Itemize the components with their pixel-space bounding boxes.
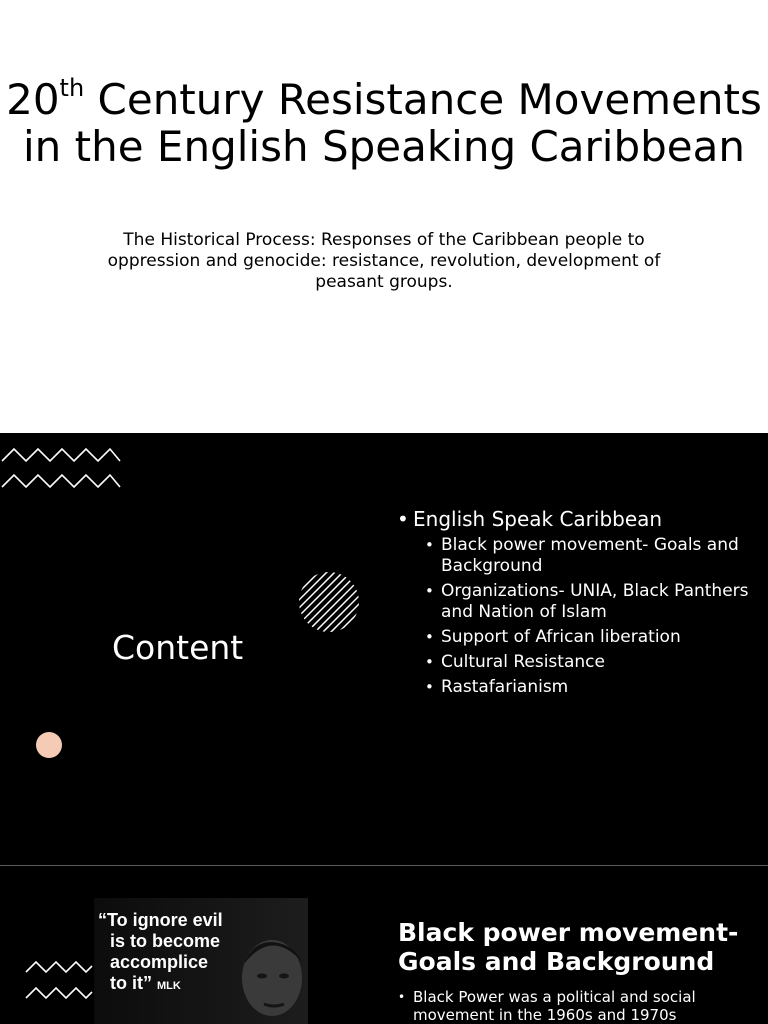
content-bullet-list xyxy=(397,507,757,702)
list-item-label: Organizations- UNIA, Black Panthers and Nation of Islam xyxy=(441,581,749,622)
bullet-main xyxy=(397,507,757,531)
bullet-icon: • xyxy=(425,536,434,554)
quote-image xyxy=(94,898,308,1024)
bullet-main-label: English Speak Caribbean xyxy=(413,507,663,531)
quote-text xyxy=(98,910,248,997)
list-item xyxy=(425,581,757,623)
list-item xyxy=(425,627,757,648)
bullet-icon: • xyxy=(425,653,434,671)
list-item-label: Black power movement- Goals and Background xyxy=(441,535,739,576)
list-item-label: Rastafarianism xyxy=(441,677,569,697)
title-superscript: th xyxy=(59,74,85,102)
sub-bullet-list xyxy=(425,535,757,698)
bullet-icon: • xyxy=(425,678,434,696)
quote-line: to it” xyxy=(110,973,152,993)
slide3-bullet xyxy=(398,988,738,1024)
quote-attribution: MLK xyxy=(157,980,181,992)
content-heading: Content xyxy=(112,628,244,667)
list-item-label: Cultural Resistance xyxy=(441,652,605,672)
slide3-title: Black power movement- Goals and Background xyxy=(398,918,739,976)
title-slide xyxy=(0,0,768,433)
black-power-slide xyxy=(0,866,768,1024)
bullet-icon: • xyxy=(397,507,409,531)
hatched-circle-icon xyxy=(298,571,360,633)
title-prefix: 20 xyxy=(6,75,60,124)
zigzag-decoration-icon xyxy=(24,958,94,1004)
slide-title xyxy=(0,76,768,170)
list-item xyxy=(425,652,757,673)
zigzag-decoration-icon xyxy=(0,445,122,491)
quote-line: is to become xyxy=(110,931,221,951)
list-item xyxy=(425,677,757,698)
quote-line: “To ignore evil xyxy=(98,910,223,930)
bullet-icon: • xyxy=(398,990,406,1004)
content-slide xyxy=(0,433,768,865)
slide-subtitle: The Historical Process: Responses of the Caribbean people to oppression and genocide: resistance, revolution, development of peasant groups. xyxy=(107,230,661,292)
title-rest: Century Resistance Movements in the English Speaking Caribbean xyxy=(23,75,762,171)
bullet-icon: • xyxy=(425,628,434,646)
slide3-bullet-label: Black Power was a political and social movement in the 1960s and 1970s xyxy=(413,988,696,1024)
quote-line: accomplice xyxy=(110,952,209,972)
list-item xyxy=(425,535,757,577)
accent-dot xyxy=(36,732,62,758)
list-item-label: Support of African liberation xyxy=(441,627,681,647)
bullet-icon: • xyxy=(425,582,434,600)
